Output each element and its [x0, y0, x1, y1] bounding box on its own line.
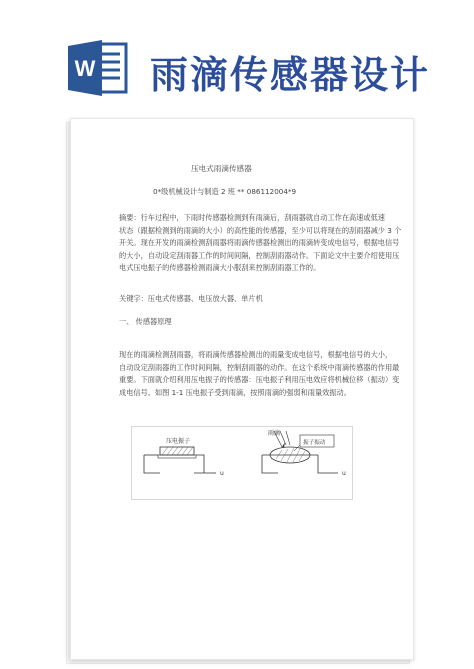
body-paragraph — [119, 349, 400, 399]
document-title: 压电式雨滴传感器 — [191, 164, 252, 173]
piezo-vibrating-diagram — [262, 431, 338, 473]
rain-label: 雨滴 — [268, 430, 281, 437]
piezo-at-rest-diagram — [144, 447, 216, 473]
body-line: 自动设定刮雨器的工作时间间隔，控制刮雨器的动作。在这个系统中雨滴传感器的作用最 — [119, 362, 400, 372]
vibration-label: 振子振动 — [303, 440, 326, 446]
abstract-paragraph — [119, 212, 402, 275]
keywords-line: 关键字：压电式传感器、电压放大器、单片机 — [119, 294, 263, 303]
section-heading: 一、 传感器原理 — [119, 317, 172, 326]
body-line: 成电信号。如图 1-1 压电振子受到雨滴，按照雨滴的强弱和雨量效振动。 — [119, 387, 351, 397]
author-line: 0*级机械设计与制造 2 班 ** 086112004*9 — [153, 187, 297, 196]
output-right: u — [342, 470, 346, 477]
word-document-icon — [66, 38, 128, 98]
left-label: 压电振子 — [166, 438, 191, 445]
abstract-line: 电式压电振子的传感器检测雨滴大小服刮来控制刮雨器工作的。 — [119, 263, 321, 272]
body-line: 重要。下面就介绍利用压电振子的传感器：压电振子利用压电效应将机械位移（振动）变 — [119, 375, 400, 384]
banner-title: 雨滴传感器设计 — [150, 53, 431, 97]
abstract-line: 开关。现在开发的雨滴检测刮雨器将雨滴传感器检测出的雨滴转变成电信号，根据电信号 — [119, 238, 400, 247]
output-left: u — [220, 470, 224, 477]
abstract-line: 的大小，自动设定刮雨器工作的时间间隔，控制刮雨器动作。下面论文中主要介绍使用压 — [119, 250, 400, 260]
word-letter: W — [74, 56, 96, 81]
document-page — [70, 118, 414, 660]
figure-piezo-sensor — [131, 426, 353, 500]
abstract-line: 摘要：行车过程中，下雨时传感器检测到有雨滴后，刮雨器就自动工作在高速或低速 — [119, 213, 385, 222]
body-line: 现在的雨滴检测刮雨器，将雨滴传感器检测出的雨量变成电信号，根据电信号的大小， — [119, 350, 393, 359]
abstract-line: 状态（跟据检测到的雨滴的大小）的高性能的传感器，至少可以将现在的刮雨器减少 3 个 — [119, 225, 402, 235]
